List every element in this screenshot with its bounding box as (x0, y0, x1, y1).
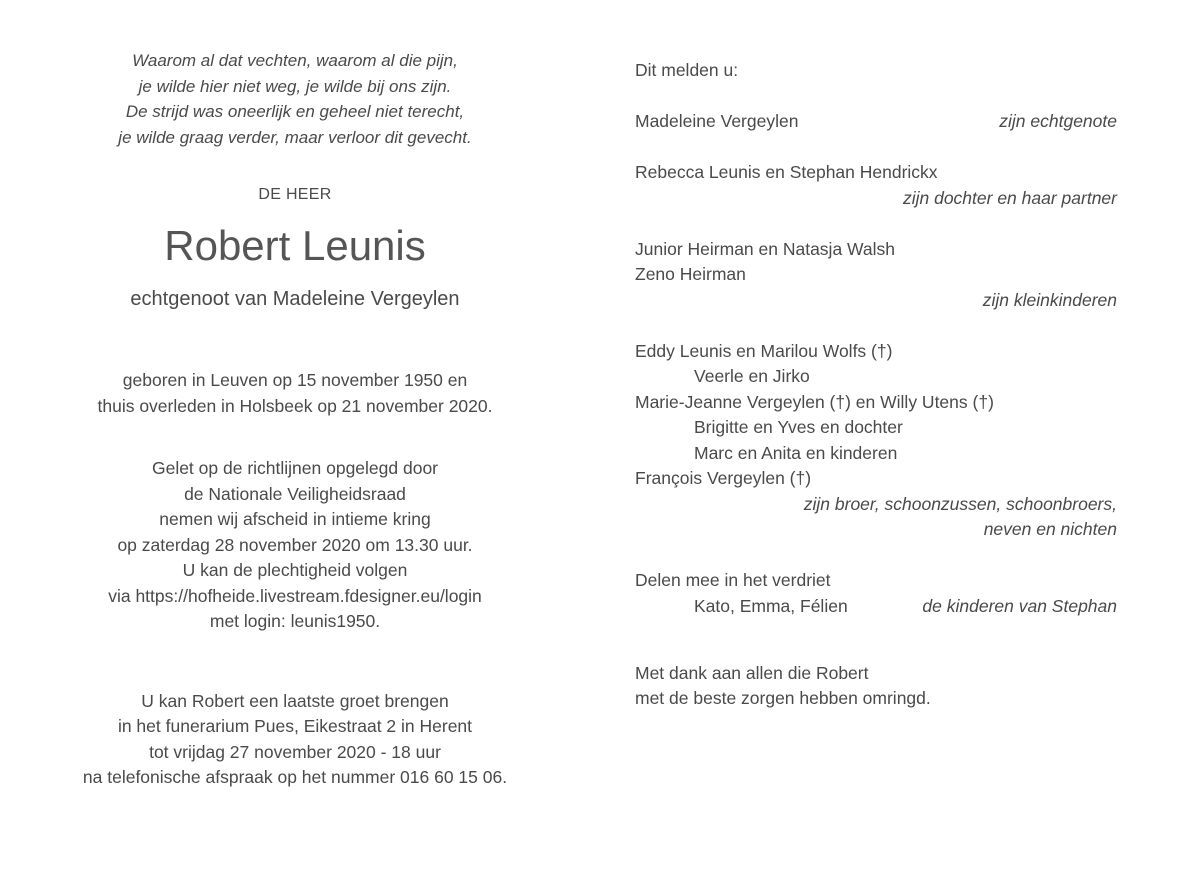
poem-line: je wilde hier niet weg, je wilde bij ons zijn. (138, 76, 452, 96)
poem-line: De strijd was oneerlijk en geheel niet terecht, (125, 102, 465, 121)
text-line: thuis overleden in Holsbeek op 21 november 2020. (97, 395, 493, 416)
sibling-line: Eddy Leunis en Marilou Wolfs (†) (635, 340, 893, 361)
right-column (635, 58, 1117, 712)
grief-row (635, 594, 1117, 620)
daughter-relation: zijn dochter en haar partner (902, 187, 1117, 208)
thanks-line: met de beste zorgen hebben omringd. (635, 688, 931, 708)
text-line: op zaterdag 28 november 2020 om 13.30 uur. (117, 534, 473, 555)
text-line: nemen wij afscheid in intieme kring (159, 509, 431, 529)
poem (40, 48, 550, 150)
text-line: geboren in Leuven op 15 november 1950 en (122, 370, 468, 390)
sibling-line: Marie-Jeanne Vergeylen (†) en Willy Utens (†) (635, 391, 994, 412)
text-line: na telefonische afspraak op het nummer 016 60 15 06. (82, 767, 508, 787)
visitation-block (40, 689, 550, 791)
poem-line: Waarom al dat vechten, waarom al die pijn, (132, 51, 458, 70)
text-line: de Nationale Veiligheidsraad (184, 483, 406, 504)
grief-relation: de kinderen van Stephan (922, 595, 1117, 616)
text-line: in het funerarium Pues, Eikestraat 2 in Herent (117, 716, 473, 736)
siblings-relation: zijn broer, schoonzussen, schoonbroers, (803, 493, 1117, 514)
sibling-line: Veerle en Jirko (694, 366, 810, 386)
announcement-intro: Dit melden u: (635, 60, 739, 80)
text-line: U kan Robert een laatste groet brengen (141, 690, 449, 711)
spouse-relation: zijn echtgenote (999, 111, 1117, 131)
text-line: tot vrijdag 27 november 2020 - 18 uur (149, 741, 441, 762)
spouse-row (635, 109, 1117, 135)
text-line: U kan de plechtigheid volgen (182, 560, 408, 580)
sibling-line: Brigitte en Yves en dochter (694, 417, 903, 437)
birth-death-block (40, 368, 550, 419)
poem-line: je wilde graag verder, maar verloor dit gevecht. (118, 127, 472, 147)
title-prefix: DE HEER (258, 186, 332, 203)
siblings-relation: neven en nichten (983, 519, 1117, 539)
spouse-name: Madeleine Vergeylen (635, 111, 799, 131)
text-line: Gelet op de richtlijnen opgelegd door (151, 458, 439, 478)
thanks-line: Met dank aan allen die Robert (635, 662, 869, 683)
sibling-line: Marc en Anita en kinderen (694, 442, 898, 463)
deceased-name: Robert Leunis (164, 222, 426, 269)
livestream-link: via https://hofheide.livestream.fdesigner.eu/login (108, 585, 482, 606)
text-line: met login: leunis1950. (209, 611, 381, 631)
left-column (40, 48, 550, 791)
sibling-line: François Vergeylen (†) (635, 468, 812, 488)
daughter-name: Rebecca Leunis en Stephan Hendrickx (635, 162, 938, 182)
grandchildren-relation: zijn kleinkinderen (982, 289, 1117, 310)
ceremony-block (40, 456, 550, 635)
grief-names: Kato, Emma, Félien (694, 595, 848, 616)
grandchild-name: Junior Heirman en Natasja Walsh (635, 238, 896, 259)
deceased-subtitle: echtgenoot van Madeleine Vergeylen (130, 288, 460, 310)
grief-intro: Delen mee in het verdriet (635, 570, 831, 590)
grandchild-name: Zeno Heirman (635, 264, 746, 284)
